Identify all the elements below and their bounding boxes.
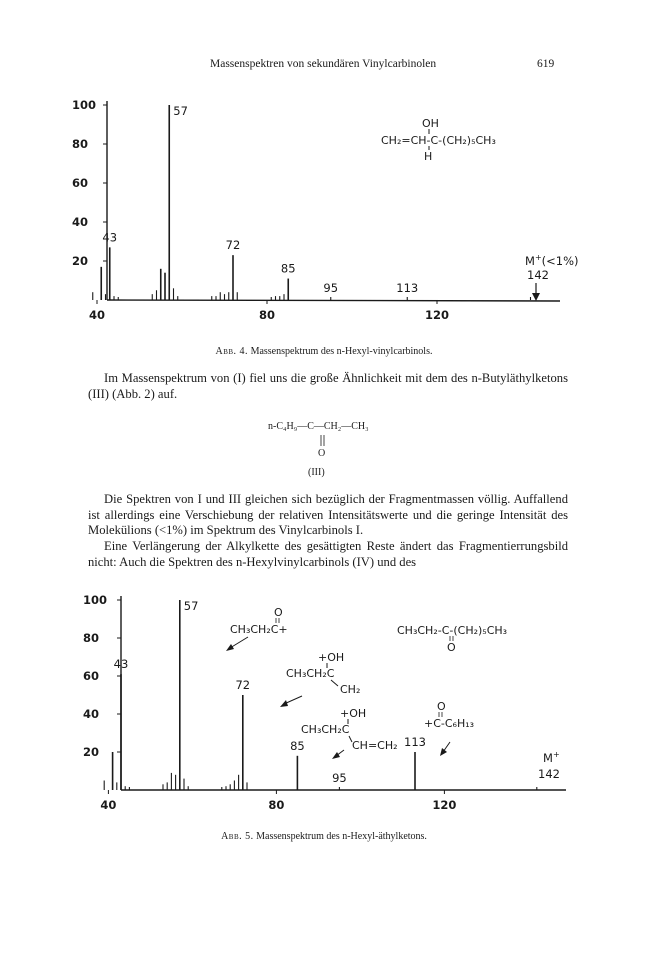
figure-4-mass-spectrum bbox=[0, 85, 648, 340]
y-tick-label: 80 bbox=[83, 631, 100, 645]
fig5-frag72-oh: +OH bbox=[318, 651, 345, 664]
fig5-frag72-chain: CH₃CH₂C bbox=[286, 667, 335, 680]
fig5-frag57-oxygen: O bbox=[274, 606, 283, 619]
y-tick-label: 40 bbox=[83, 707, 100, 721]
running-header-title: Massenspektren von sekundären Vinylcarbinolen bbox=[210, 58, 437, 70]
y-tick-label: 100 bbox=[72, 98, 97, 112]
fig5-structure-chain: CH₃CH₂-C-(CH₂)₅CH₃ bbox=[397, 624, 508, 637]
paragraph-3: Eine Verlängerung der Alkylkette des gesättigten Reste ändert das Fragmentierrungsbild nicht: Auch die Spektren des n-Hexylvinylcarbinols (IV) und des bbox=[88, 539, 568, 569]
x-tick-label: 120 bbox=[424, 308, 450, 322]
formula-iii-chain: n-C₄H₉—C—CH₂—CH₃ bbox=[268, 421, 369, 432]
y-tick-label: 100 bbox=[83, 593, 108, 607]
figure-5-caption: Abb. 5. Massenspektrum des n-Hexyl-äthylketons. bbox=[221, 831, 427, 842]
fig4-molecular-ion-mass: 142 bbox=[527, 268, 549, 282]
fig5-frag113-oxygen: O bbox=[437, 700, 446, 713]
fig5-frag72-ch2: CH₂ bbox=[340, 683, 361, 696]
x-tick-label: 120 bbox=[432, 798, 457, 812]
page-number: 619 bbox=[537, 58, 555, 70]
figure-4-caption: Abb. 4. Massenspektrum des n-Hexyl-vinylcarbinols. bbox=[215, 346, 433, 357]
peak-label-95: 95 bbox=[332, 771, 347, 785]
x-tick-label: 40 bbox=[88, 308, 106, 322]
fig4-molecular-ion-label: M+(<1%) bbox=[525, 253, 579, 268]
peak-label-95: 95 bbox=[323, 281, 339, 295]
peak-label-43: 43 bbox=[102, 230, 118, 245]
peak-label-72: 72 bbox=[225, 238, 241, 253]
y-tick-label: 80 bbox=[72, 137, 89, 151]
peak-label-72: 72 bbox=[235, 678, 251, 692]
peak-label-85: 85 bbox=[290, 738, 305, 753]
fig5-frag85-oh: +OH bbox=[340, 707, 367, 720]
figure-5-mass-spectrum bbox=[0, 590, 648, 825]
fig5-frag57-formula: CH₃CH₂C+ bbox=[230, 623, 288, 636]
x-tick-label: 80 bbox=[258, 308, 276, 322]
fig4-structure-chain: CH₂=CH-C-(CH₂)₅CH₃ bbox=[381, 134, 496, 147]
fig5-molecular-ion-label: M+ bbox=[543, 750, 560, 765]
fig5-molecular-ion-mass: 142 bbox=[538, 767, 560, 781]
x-tick-label: 80 bbox=[268, 798, 285, 812]
paragraph-2: Die Spektren von I und III gleichen sich bezüglich der Fragmentmassen völlig. Auffallend ist allerdings eine Verschiebung der relativen Intensitätswerte und die geringe Intensität des Molekülions (<1%) im Spektrum des Vinylcarbinols I. bbox=[88, 492, 568, 538]
y-tick-label: 20 bbox=[72, 254, 89, 268]
peak-label-85: 85 bbox=[280, 261, 296, 276]
fig5-frag85-vinyl: CH=CH₂ bbox=[352, 739, 398, 752]
x-tick-label: 40 bbox=[100, 798, 117, 812]
x-axis bbox=[107, 300, 560, 301]
peak-label-57: 57 bbox=[183, 599, 199, 613]
formula-iii-label: (III) bbox=[308, 467, 325, 478]
fig4-molecular-ion-arrow bbox=[532, 293, 540, 301]
paragraph-1: Im Massenspektrum von (I) fiel uns die große Ähnlichkeit mit dem des n-Butyläthylketons (III) (Abb. 2) auf. bbox=[88, 371, 568, 401]
peak-label-113: 113 bbox=[396, 281, 419, 295]
fig5-frag113-formula: +C-C₆H₁₃ bbox=[424, 717, 475, 730]
formula-iii-double-bond bbox=[318, 434, 328, 448]
fig5-structure-oxygen: O bbox=[447, 641, 456, 654]
y-tick-label: 60 bbox=[72, 176, 89, 190]
fig5-frag85-chain: CH₃CH₂C bbox=[301, 723, 350, 736]
formula-iii-oxygen: O bbox=[318, 448, 326, 459]
fig4-structure-h: H bbox=[424, 150, 433, 163]
peak-label-113: 113 bbox=[404, 735, 426, 749]
y-tick-label: 60 bbox=[83, 669, 100, 683]
peak-label-43: 43 bbox=[113, 657, 129, 672]
peak-label-57: 57 bbox=[173, 104, 188, 118]
fig4-structure-oh: OH bbox=[422, 117, 439, 130]
y-tick-label: 40 bbox=[72, 215, 89, 229]
y-tick-label: 20 bbox=[83, 745, 100, 759]
